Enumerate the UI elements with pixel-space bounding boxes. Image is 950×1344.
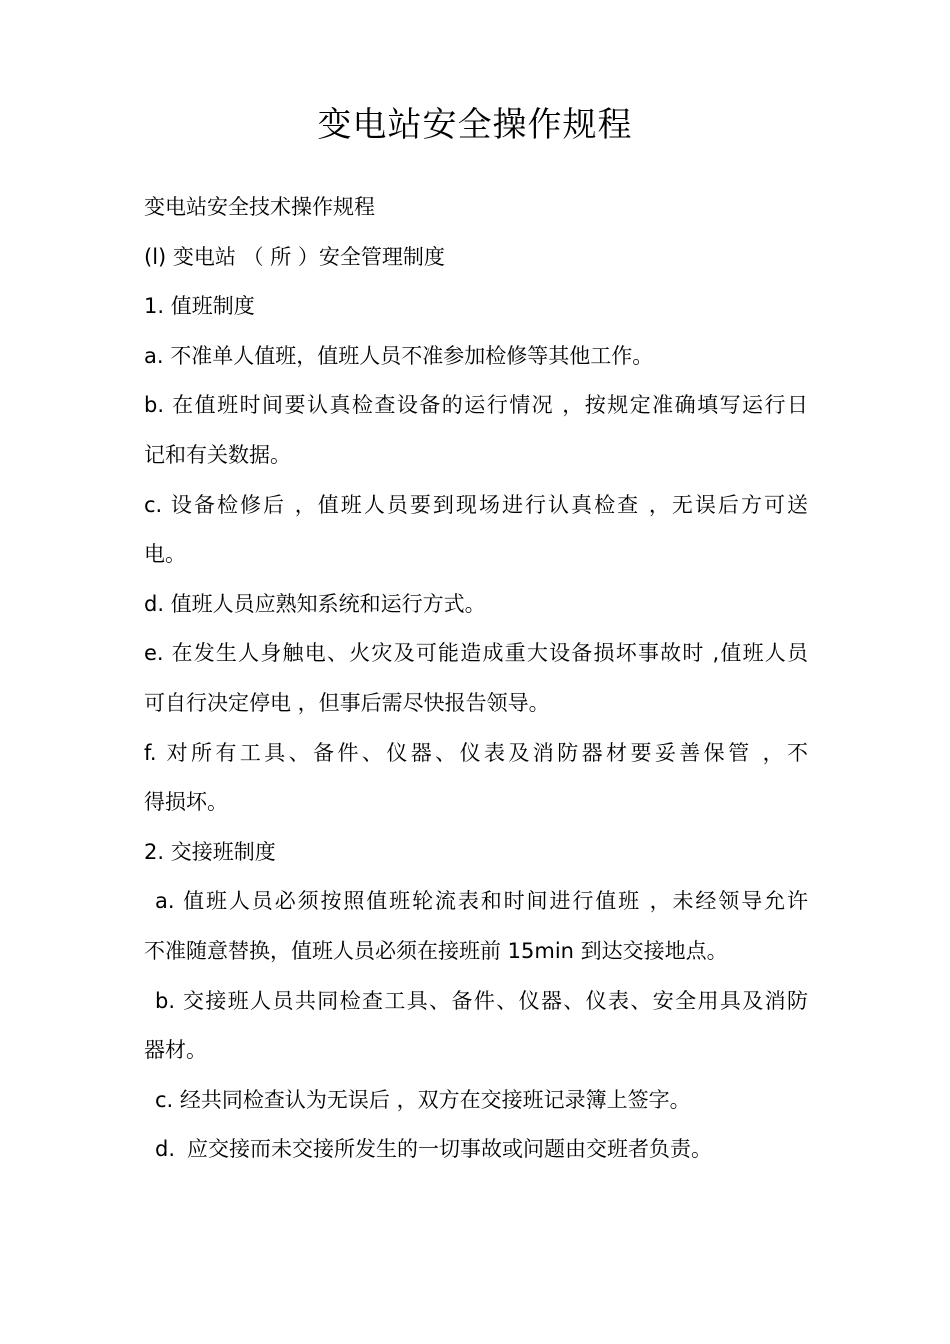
clause-item: e. 在发生人身触电、火灾及可能造成重大设备损坏事故时 ,值班人员 (144, 641, 808, 666)
clause-item: c. 经共同检查认为无误后 ，双方在交接班记录簿上签字。 (155, 1087, 691, 1112)
clause-item-text: f. 对所有工具、备件、仪器、仪表及消防器材要妥善保管 ， (144, 740, 787, 765)
clause-item: b. 交接班人员共同检查工具、备件、仪器、仪表、安全用具及消防 (155, 988, 808, 1013)
clause-item: c. 设备检修后 ，值班人员要到现场进行认真检查 ，无误后方可送 (144, 492, 808, 517)
clause-item-continuation: 电。 (144, 542, 186, 567)
clause-item: b. 在值班时间要认真检查设备的运行情况 ，按规定准确填写运行日 (144, 393, 808, 418)
clause-item-tail: 不 (787, 740, 808, 765)
clause-item-continuation: 记和有关数据。 (144, 442, 291, 467)
clause-item (144, 1125, 808, 1175)
document-body (144, 183, 808, 1175)
document-title: 变电站安全操作规程 (317, 105, 633, 145)
clause-item: a. 值班人员必须按照值班轮流表和时间进行值班 ，未经领导允许 (155, 889, 808, 914)
clause-item: d. 值班人员应熟知系统和运行方式。 (144, 591, 486, 616)
clause-heading: 1. 值班制度 (144, 294, 255, 319)
clause-item-continuation: 得损坏。 (144, 790, 228, 815)
section-heading: 变电站安全技术操作规程 (144, 195, 375, 219)
clause-item-continuation: 可自行决定停电 ，但事后需尽快报告领导。 (144, 690, 550, 715)
subsection-heading: (l) 变电站 （ 所 ）安全管理制度 (144, 244, 445, 269)
clause-item-continuation: 不准随意替换，值班人员必须在接班前 15min 到达交接地点。 (144, 938, 728, 963)
clause-item-marker: d. (155, 1137, 176, 1162)
clause-item (144, 729, 808, 779)
clause-item: a. 不准单人值班，值班人员不准参加检修等其他工作。 (144, 343, 654, 368)
clause-item-text: 应交接而未交接所发生的一切事故或问题由交班者负责。 (187, 1137, 713, 1162)
clause-item-continuation: 器材。 (144, 1038, 207, 1063)
clause-heading: 2. 交接班制度 (144, 839, 276, 864)
